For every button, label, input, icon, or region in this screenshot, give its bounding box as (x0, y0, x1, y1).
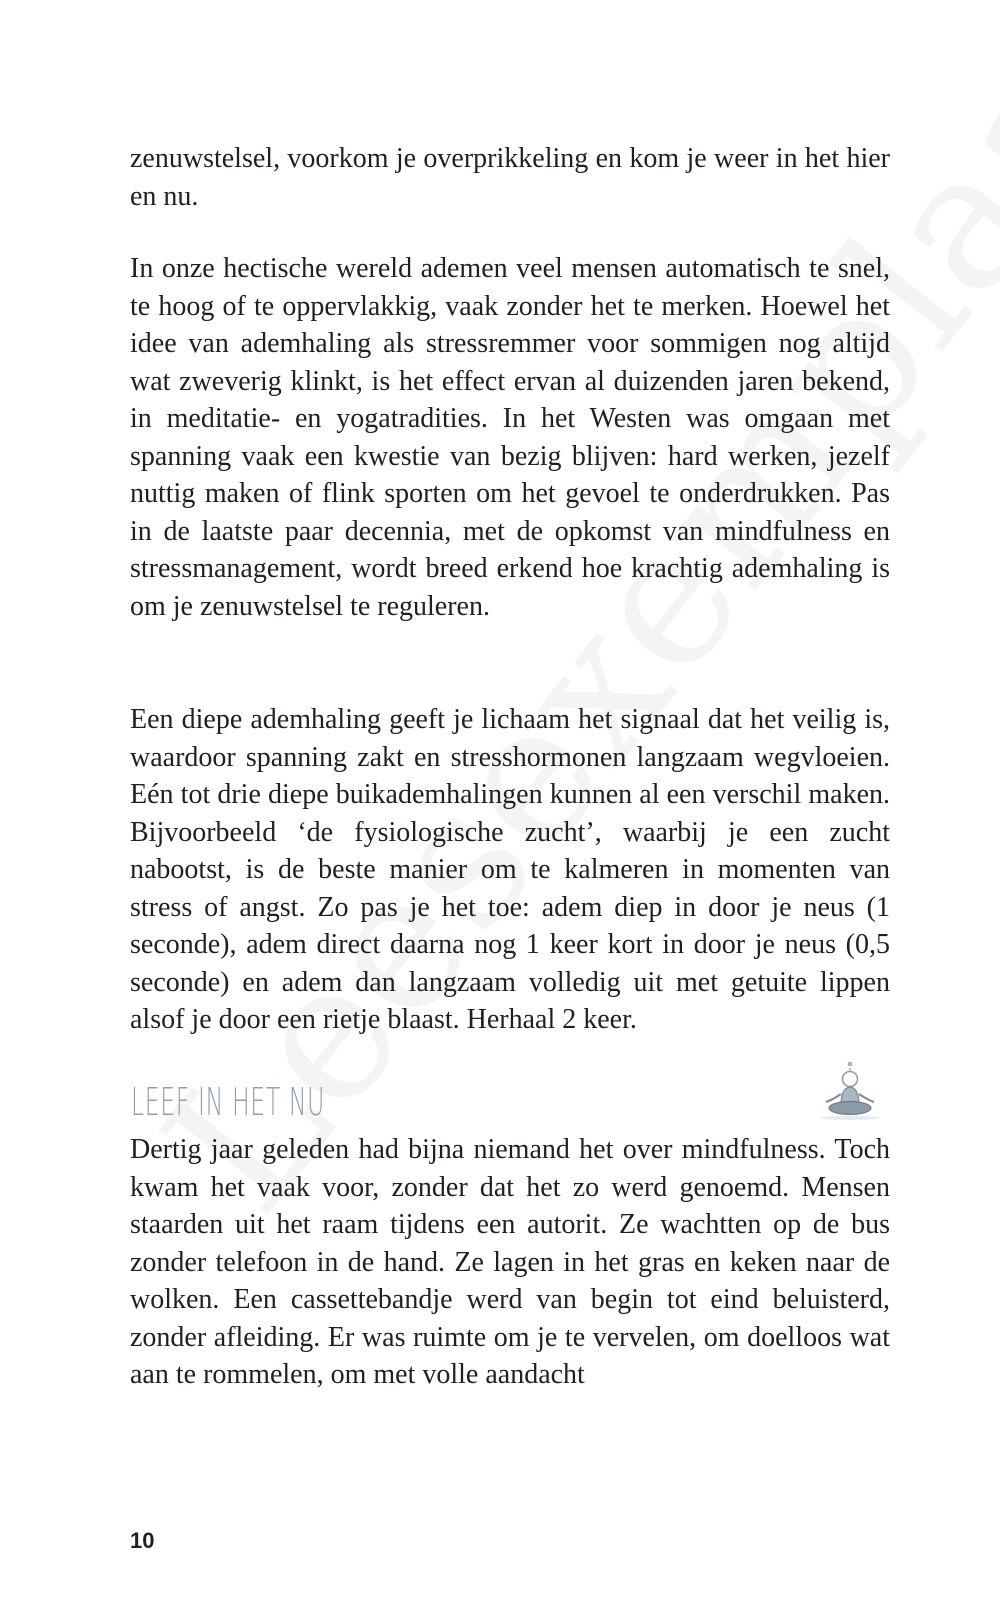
paragraph-3: Een diepe ademhaling geeft je lichaam het signaal dat het veilig is, waardoor spanning zakt en stresshormonen langzaam wegvloeien. Eén tot drie diepe buikademhalingen kunnen al een verschil maken. Bijvoorbeeld ‘de fysiologische zucht’, waarbij je een zucht nabootst, is de beste manier om te kalmeren in momenten van stress of angst. Zo pas je het toe: adem diep in door je neus (1 seconde), adem direct daarna nog 1 keer kort in door je neus (0,5 seconde) en adem dan langzaam volledig uit met getuite lippen alsof je door een rietje blaast. Herhaal 2 keer. (130, 704, 890, 1035)
paragraph-2: In onze hectische wereld ademen veel mensen automatisch te snel, te hoog of te oppervlakkig, vaak zonder het te merken. Hoewel het idee van ademhaling als stressremmer voor sommigen nog altijd wat zweverig klinkt, is het effect ervan al duizenden jaren bekend, in meditatie- en yogatradities. In het Westen was omgaan met spanning vaak een kwestie van bezig blijven: hard werken, jezelf nuttig maken of flink sporten om het gevoel te onderdrukken. Pas in de laatste paar decennia, met de opkomst van mindfulness en stressmanagement, wordt breed erkend hoe krachtig ademhaling is om je zenuwstelsel te reguleren. (130, 253, 890, 622)
page-number: 10 (130, 1528, 155, 1553)
section-heading: LEEF IN HET NU (131, 1080, 326, 1124)
meditating-figure-icon (810, 1058, 890, 1122)
paragraph-4: Dertig jaar geleden had bijna niemand het over mindfulness. Toch kwam het vaak voor, zonder dat het zo werd genoemd. Mensen staarden uit het raam tijdens een autorit. Ze wachtten op de bus zonder telefoon in de hand. Ze lagen in het gras en keken naar de wolken. Een cassettebandje werd van begin tot eind beluisterd, zonder afleiding. Er was ruimte om je te vervelen, om doelloos wat aan te rommelen, om met volle aandacht (130, 1134, 890, 1390)
paragraph-1: zenuwstelsel, voorkom je overprikkeling en kom je weer in het hier en nu. (130, 143, 890, 212)
